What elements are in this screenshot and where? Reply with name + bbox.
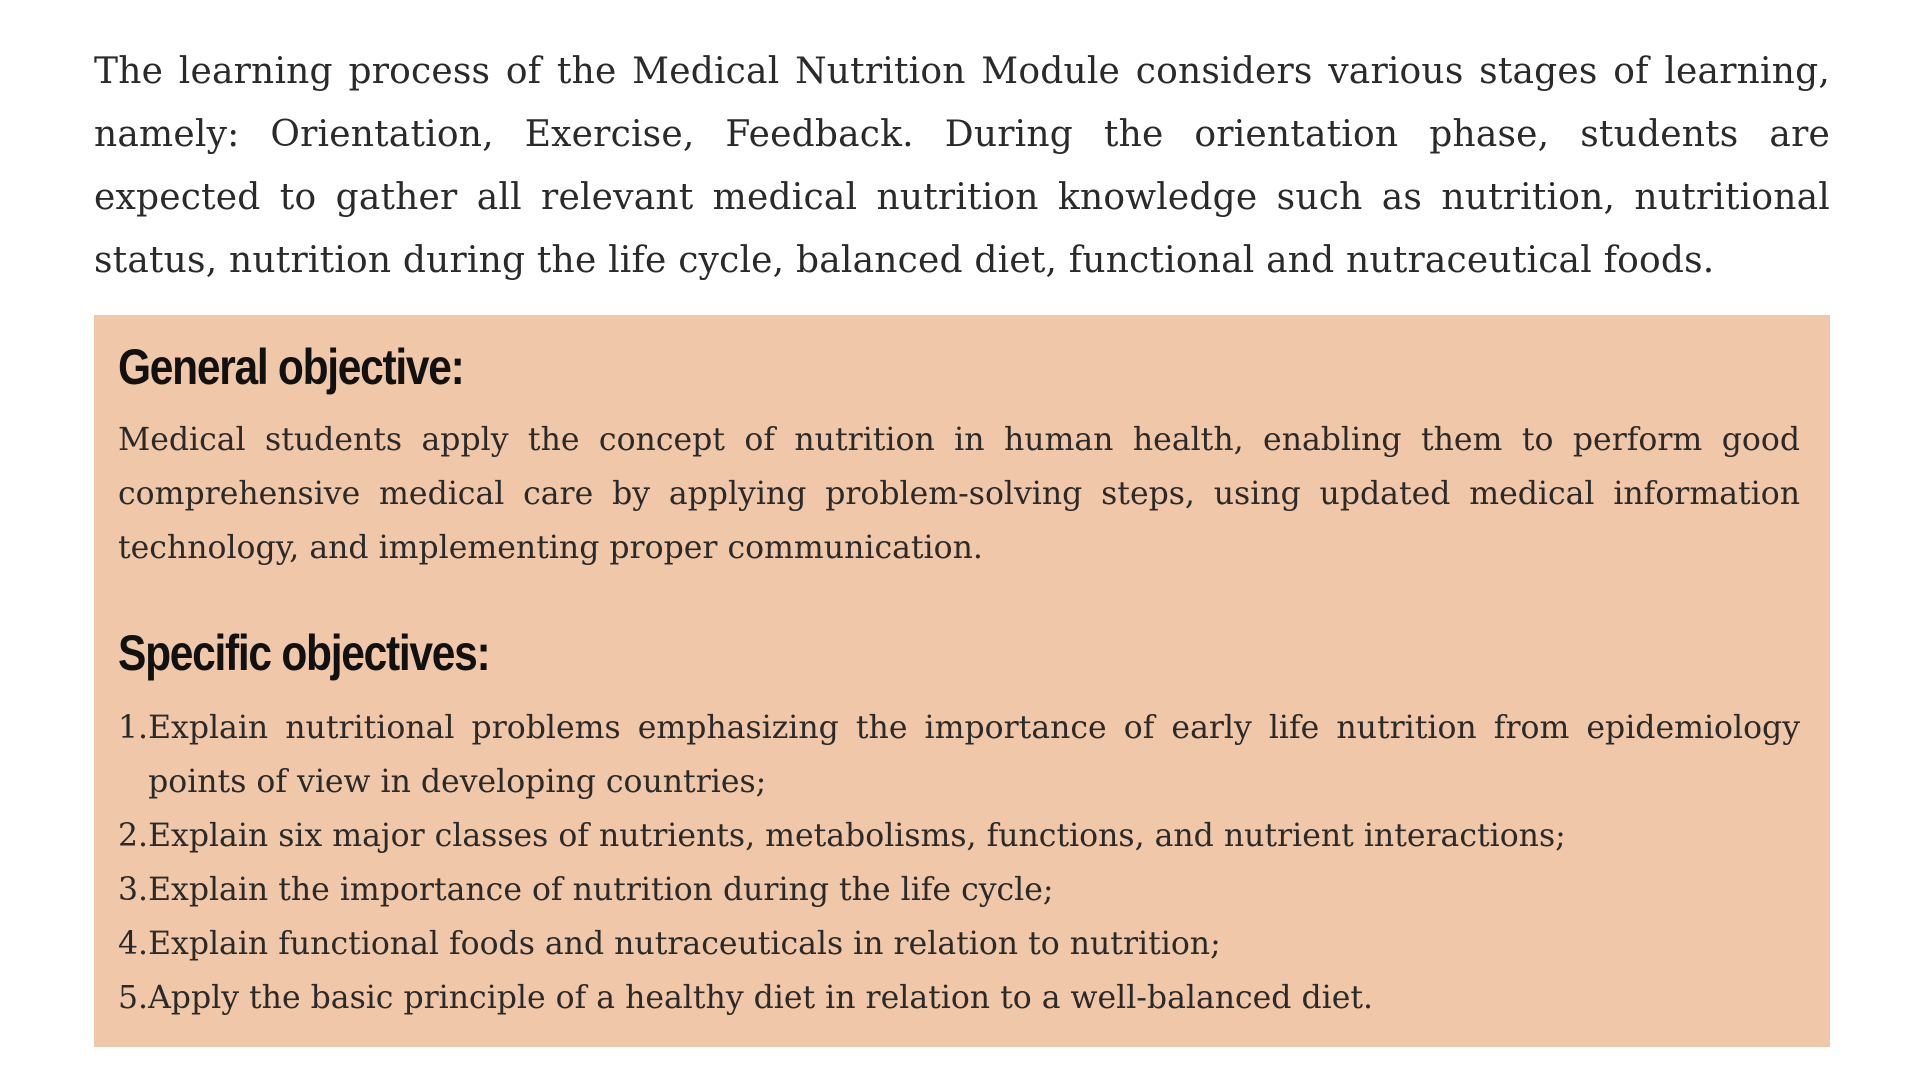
list-item-number: 1. bbox=[118, 710, 149, 746]
specific-objectives-heading: Specific objectives: bbox=[118, 625, 490, 681]
list-item-number: 2. bbox=[118, 818, 149, 854]
list-item bbox=[118, 809, 1800, 863]
general-objective-heading: General objective: bbox=[118, 339, 464, 395]
general-objective-text: Medical students apply the concept of nutrition in human health, enabling them to perform good comprehensive medical care by applying problem-solving steps, using updated medical information technology, and implementing proper communication. bbox=[118, 422, 1800, 566]
list-item bbox=[118, 971, 1800, 1025]
intro-paragraph: The learning process of the Medical Nutrition Module considers various stages of learning, namely: Orientation, Exercise, Feedback. During the orientation phase, students are expected to gather all relevant medical nutrition knowledge such as nutrition, nutritional status, nutrition during the life cycle, balanced diet, functional and nutraceutical foods. bbox=[94, 51, 1830, 281]
list-item bbox=[118, 917, 1800, 971]
list-item-text: Explain nutritional problems emphasizing the importance of early life nutrition from epidemiology points of view in developing countries; bbox=[148, 710, 1800, 800]
list-item-number: 3. bbox=[118, 872, 149, 908]
list-item-text: Explain the importance of nutrition during the life cycle; bbox=[148, 872, 1054, 908]
list-item-number: 5. bbox=[118, 980, 149, 1016]
objectives-box bbox=[94, 315, 1830, 1047]
list-item-text: Explain six major classes of nutrients, metabolisms, functions, and nutrient interactions; bbox=[148, 818, 1566, 854]
list-item bbox=[118, 701, 1800, 809]
list-item bbox=[118, 863, 1800, 917]
specific-objectives-list bbox=[118, 701, 1800, 1025]
list-item-text: Explain functional foods and nutraceuticals in relation to nutrition; bbox=[148, 926, 1221, 962]
list-item-number: 4. bbox=[118, 926, 149, 962]
list-item-text: Apply the basic principle of a healthy diet in relation to a well-balanced diet. bbox=[148, 980, 1374, 1016]
